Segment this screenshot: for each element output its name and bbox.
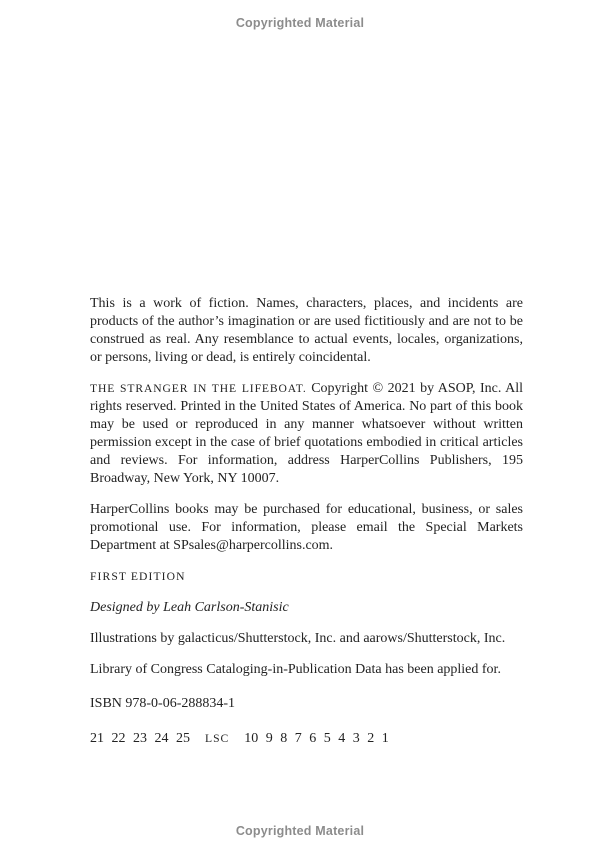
copyright-notice-paragraph [90,380,523,488]
print-run-numbers: 10 9 8 7 6 5 4 3 2 1 [244,731,389,746]
copyright-page-text-block [90,295,523,761]
copyright-notice-text: Copyright © 2021 by ASOP, Inc. All rights reserved. Printed in the United States of America. No part of this book may be used or reproduced in any manner whatsoever without written permission except in the case of brief quotations embodied in critical articles and reviews. For information, address HarperCollins Publishers, 195 Broadway, New York, NY 10007. [90,381,523,486]
copyrighted-material-watermark-top: Copyrighted Material [235,16,365,30]
fiction-disclaimer-paragraph: This is a work of fiction. Names, characters, places, and incidents are products of the author’s imagination or are used fictitiously and are not to be construed as real. Any resemblance to actual events, locales, organizations, or persons, living or dead, is entirely coincidental. [90,296,523,365]
illustration-credit-paragraph: Illustrations by galacticus/Shutterstock, Inc. and aarows/Shutterstock, Inc. [90,631,506,646]
printers-key-line [90,730,523,748]
book-title-smallcaps: THE STRANGER IN THE LIFEBOAT. [90,382,307,395]
copyrighted-material-watermark-bottom: Copyrighted Material [235,824,365,838]
designer-credit: Designed by Leah Carlson-Stanisic [90,600,289,615]
isbn-line: ISBN 978-0-06-288834-1 [90,696,236,711]
edition-notice: FIRST EDITION [90,570,186,583]
printer-code: LSC [205,732,230,745]
library-of-congress-note: Library of Congress Cataloging-in-Publication Data has been applied for. [90,662,501,677]
printing-years: 21 22 23 24 25 [90,731,190,746]
special-markets-paragraph: HarperCollins books may be purchased for educational, business, or sales promotional use. For information, please email the Special Markets Department at SPsales@harpercollins.com. [90,502,523,553]
